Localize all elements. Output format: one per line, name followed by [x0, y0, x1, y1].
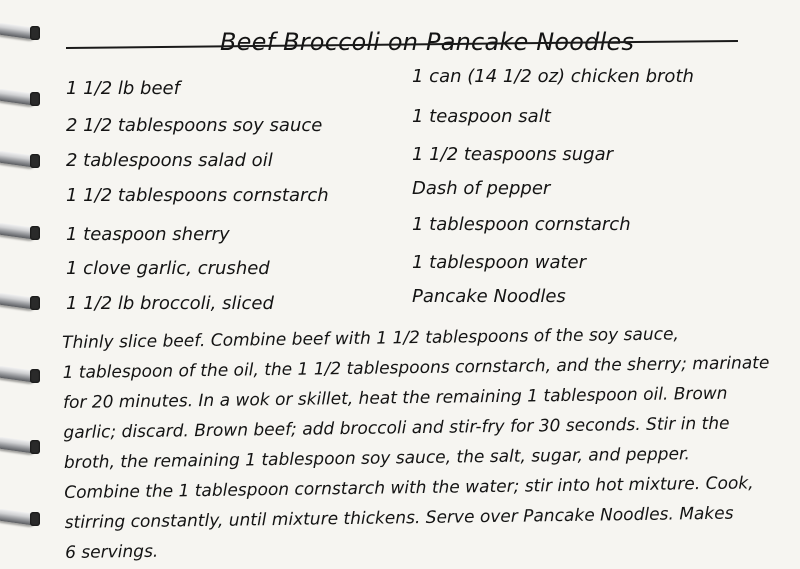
- binding-ring-icon: [0, 436, 42, 458]
- ingredient-left: 1 1/2 tablespoons cornstarch: [66, 185, 329, 206]
- binding-ring-icon: [0, 150, 42, 172]
- ingredient-right: 1 tablespoon water: [412, 252, 587, 273]
- directions-line: stirring constantly, until mixture thickens. Serve over Pancake Noodles. Makes: [64, 503, 734, 533]
- directions-line: Combine the 1 tablespoon cornstarch with the water; stir into hot mixture. Cook,: [64, 473, 754, 503]
- ingredient-right: 1 tablespoon cornstarch: [412, 214, 631, 235]
- directions-line: for 20 minutes. In a wok or skillet, heat the remaining 1 tablespoon oil. Brown: [62, 383, 728, 413]
- recipe-title: Beef Broccoli on Pancake Noodles: [220, 28, 635, 56]
- ingredient-left: 1 1/2 lb broccoli, sliced: [66, 293, 274, 314]
- binding-ring-icon: [0, 22, 42, 44]
- ingredient-left: 1 teaspoon sherry: [66, 224, 230, 245]
- directions-line: broth, the remaining 1 tablespoon soy sauce, the salt, sugar, and pepper.: [63, 444, 690, 473]
- binding-ring-icon: [0, 508, 42, 530]
- directions-line: 6 servings.: [65, 541, 159, 563]
- ingredient-right: Dash of pepper: [412, 178, 551, 199]
- ingredient-right: Pancake Noodles: [412, 286, 566, 307]
- spiral-binding: [0, 0, 48, 569]
- binding-ring-icon: [0, 292, 42, 314]
- directions-line: Thinly slice beef. Combine beef with 1 1/2 tablespoons of the soy sauce,: [62, 324, 680, 353]
- ingredient-left: 1 1/2 lb beef: [66, 78, 180, 99]
- directions-line: garlic; discard. Brown beef; add broccoli and stir-fry for 30 seconds. Stir in the: [63, 413, 730, 443]
- ingredient-left: 1 clove garlic, crushed: [66, 258, 270, 279]
- ingredient-right: 1 1/2 teaspoons sugar: [412, 144, 614, 165]
- directions-line: 1 tablespoon of the oil, the 1 1/2 tablespoons cornstarch, and the sherry; marinate: [62, 353, 770, 383]
- recipe-directions: [62, 318, 770, 568]
- binding-ring-icon: [0, 365, 42, 387]
- ingredient-left: 2 tablespoons salad oil: [66, 150, 273, 171]
- ingredient-right: 1 can (14 1/2 oz) chicken broth: [412, 66, 694, 87]
- binding-ring-icon: [0, 222, 42, 244]
- ingredient-left: 2 1/2 tablespoons soy sauce: [66, 115, 323, 136]
- binding-ring-icon: [0, 88, 42, 110]
- ingredient-right: 1 teaspoon salt: [412, 106, 551, 127]
